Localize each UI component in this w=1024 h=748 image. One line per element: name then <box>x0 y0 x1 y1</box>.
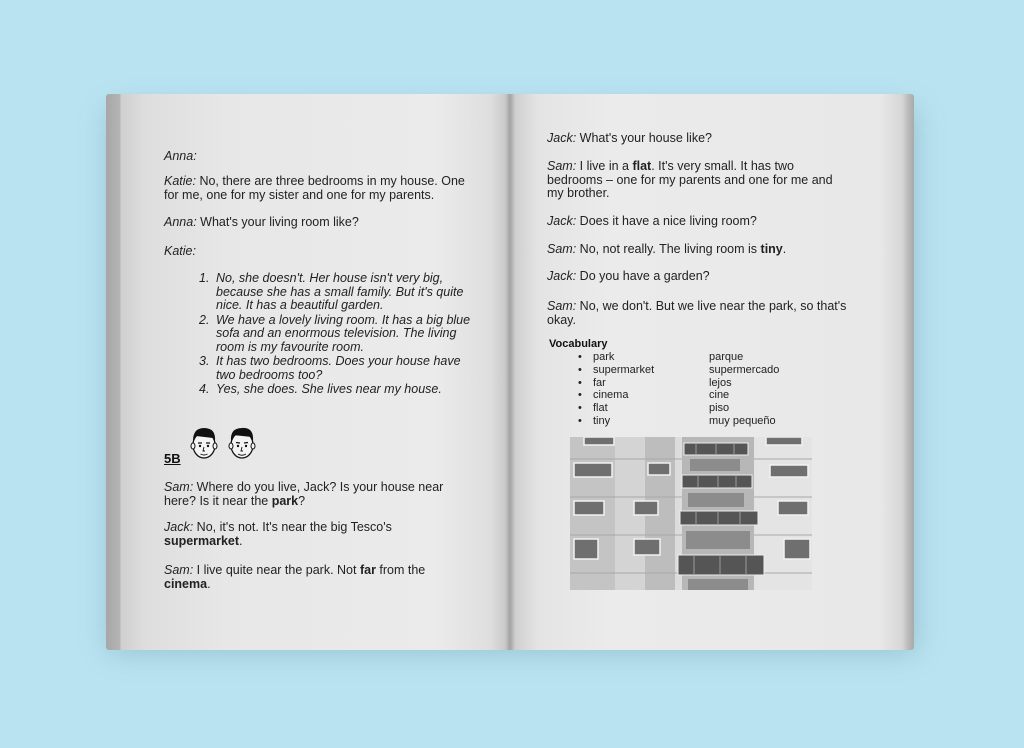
dialogue-text: No, there are three bedrooms in my house. One for me, one for my sister and one for my parents. <box>164 174 465 202</box>
vocabulary-list <box>578 351 779 428</box>
list-item <box>578 351 779 364</box>
vocab-word: flat <box>632 159 652 173</box>
dialogue-sam-r3 <box>547 300 862 327</box>
vocab-english: tiny <box>593 414 611 427</box>
answer-text: It has two bedrooms. Does your house have two bedrooms too? <box>216 354 461 382</box>
answer-number: 4. <box>199 382 210 396</box>
speaker-label: Sam: <box>547 242 577 256</box>
vocabulary-title: Vocabulary <box>549 338 608 350</box>
speaker-label: Jack: <box>547 131 577 145</box>
vocab-spanish: parque <box>709 351 744 363</box>
section-label: 5B <box>164 451 181 466</box>
vocab-word: tiny <box>760 242 783 256</box>
answer-number: 1. <box>199 271 210 285</box>
dialogue-anna-1 <box>164 150 484 164</box>
dialogue-text: What's your living room like? <box>196 215 359 229</box>
list-item <box>199 314 479 355</box>
dialogue-text: Where do you live, Jack? Is your house near here? Is it near the <box>164 480 444 508</box>
vocab-english: far <box>593 376 606 389</box>
vocab-word: park <box>271 493 299 508</box>
speaker-label: Katie: <box>164 174 196 188</box>
list-item <box>578 364 779 377</box>
speaker-label: Jack: <box>164 520 194 534</box>
dialogue-text: Does it have a nice living room? <box>576 214 757 228</box>
speaker-label: Sam: <box>164 480 194 494</box>
speaker-label: Sam: <box>164 563 194 577</box>
dialogue-text: . It's very small. It has two bedrooms – one for my parents and one for me and my brother. <box>547 159 833 200</box>
speaker-label: Jack: <box>547 214 577 228</box>
speaker-label: Jack: <box>547 269 577 283</box>
dialogue-text: What's your house like? <box>576 131 712 145</box>
book-spine <box>505 94 515 650</box>
dialogue-jack-1 <box>164 521 464 548</box>
dialogue-text: No, not really. The living room is <box>576 242 761 256</box>
vocab-spanish: cine <box>709 389 730 402</box>
answer-number: 2. <box>199 312 210 327</box>
dialogue-sam-r1 <box>547 160 847 201</box>
boy-face-icon <box>226 424 258 462</box>
dialogue-text: No, we don't. But we live near the park, so that's okay. <box>547 299 847 327</box>
answer-list <box>199 272 479 398</box>
dialogue-jack-r2 <box>547 215 857 229</box>
vocab-word: supermarket <box>164 533 240 548</box>
dialogue-text: . <box>782 242 787 256</box>
bullet-icon: • <box>578 363 582 376</box>
list-item <box>578 402 779 415</box>
dialogue-jack-r3 <box>547 270 857 284</box>
dialogue-text: . <box>207 576 211 591</box>
dialogue-text: I live in a <box>576 159 633 173</box>
list-item <box>199 355 479 382</box>
dialogue-sam-2 <box>164 564 464 591</box>
dialogue-sam-1 <box>164 481 464 508</box>
dialogue-anna-2 <box>164 216 484 230</box>
answer-text: Yes, she does. She lives near my house. <box>216 382 442 396</box>
vocab-spanish: muy pequeño <box>709 414 776 427</box>
dialogue-jack-r1 <box>547 132 857 146</box>
speaker-label: Anna: <box>164 149 197 163</box>
dialogue-text: . <box>239 533 243 548</box>
dialogue-text: Do you have a garden? <box>576 269 710 283</box>
bullet-icon: • <box>578 414 582 427</box>
dialogue-katie-1 <box>164 175 476 202</box>
list-item <box>199 272 479 313</box>
vocab-english: supermarket <box>593 363 655 376</box>
list-item <box>578 389 779 402</box>
answer-text: We have a lovely living room. It has a big blue sofa and an enormous television. The living room is my favourite room. <box>216 312 471 354</box>
dialogue-text: No, it's not. It's near the big Tesco's <box>193 520 392 534</box>
apartment-building-photo <box>570 437 812 590</box>
vocab-spanish: supermercado <box>709 363 780 376</box>
speaker-label: Sam: <box>547 159 577 173</box>
list-item <box>578 377 779 390</box>
vocab-spanish: lejos <box>709 376 732 389</box>
dialogue-text: ? <box>298 493 306 508</box>
answer-number: 3. <box>199 354 210 368</box>
boy-face-icon <box>188 424 220 462</box>
list-item <box>578 415 779 428</box>
vocab-spanish: piso <box>709 402 730 415</box>
vocab-english: park <box>593 351 615 363</box>
dialogue-text: from the <box>375 563 426 577</box>
list-item <box>199 383 479 397</box>
vocab-word: cinema <box>164 576 208 591</box>
dialogue-sam-r2 <box>547 243 857 257</box>
bullet-icon: • <box>578 402 582 415</box>
vocab-word: far <box>359 563 376 577</box>
dialogue-text: I live quite near the park. Not <box>193 563 360 577</box>
answer-text: No, she doesn't. Her house isn't very big, because she has a small family. But it's quite nice. It has a beautiful garden. <box>216 271 464 312</box>
vocab-english: flat <box>593 402 608 415</box>
dialogue-katie-2 <box>164 245 484 259</box>
bullet-icon: • <box>578 351 582 363</box>
speaker-label: Sam: <box>547 299 577 313</box>
bullet-icon: • <box>578 389 582 402</box>
bullet-icon: • <box>578 376 582 389</box>
vocab-english: cinema <box>593 389 629 402</box>
speaker-label: Anna: <box>164 215 197 229</box>
speaker-label: Katie: <box>164 244 196 258</box>
